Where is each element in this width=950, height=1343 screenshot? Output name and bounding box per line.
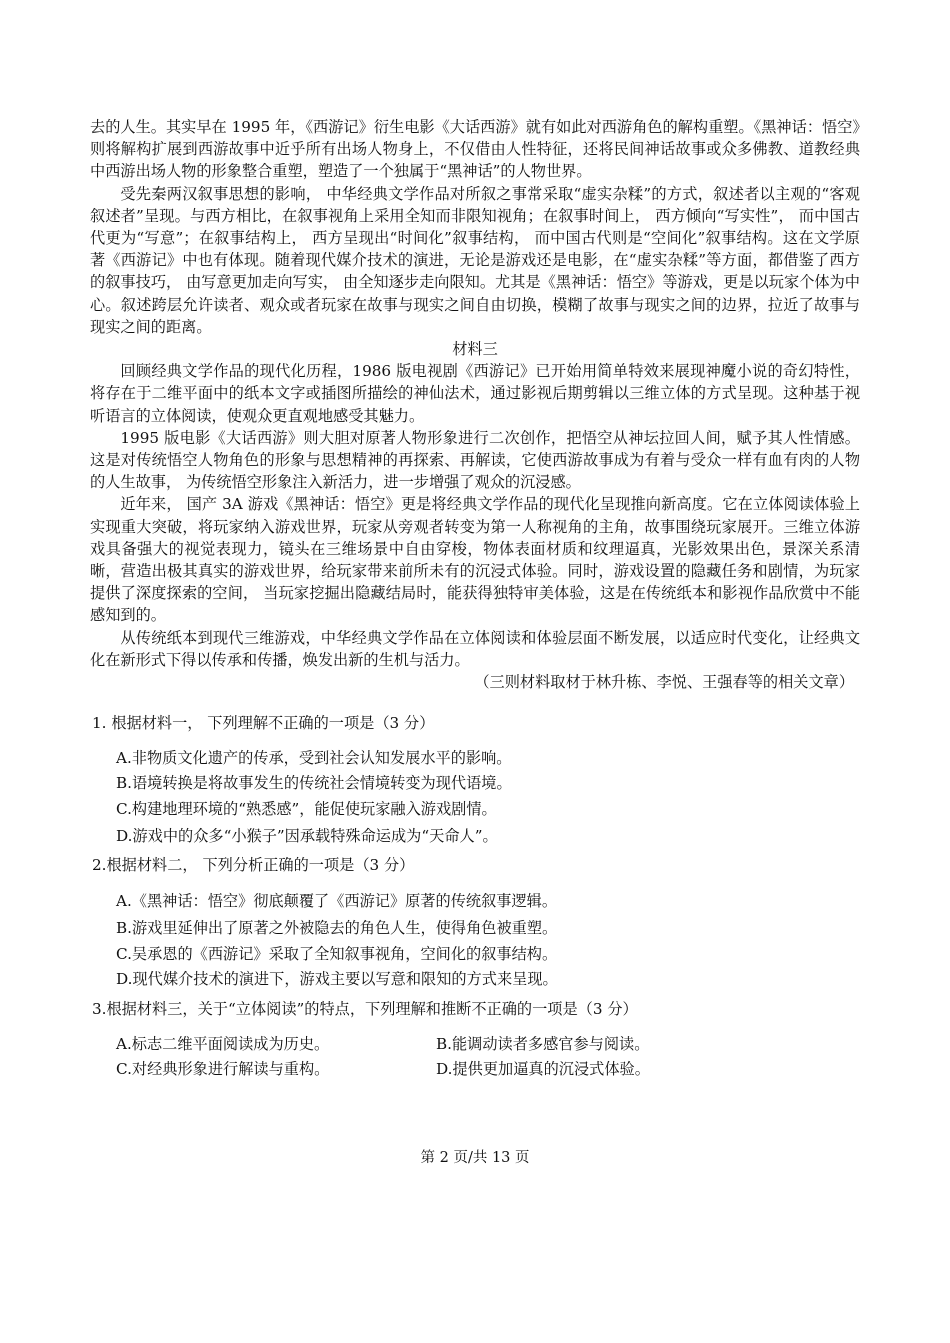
option: A.非物质文化遗产的传承，受到社会认知发展水平的影响。 [116,749,512,767]
option: B.游戏里延伸出了原著之外被隐去的角色人生，使得角色被重塑。 [116,919,558,937]
option: D.提供更加逼真的沉浸式体验。 [436,1060,650,1078]
question-options [116,1032,650,1082]
question-options [116,888,558,992]
option-row [116,1057,650,1082]
option: D.游戏中的众多“小猴子”因承载特殊命运成为“天命人”。 [116,827,498,845]
reading-material [90,116,860,693]
option: A.《黑神话：悟空》彻底颠覆了《西游记》原著的传统叙事逻辑。 [116,892,558,910]
question-stem: 1. 根据材料一， 下列理解不正确的一项是（3 分） [92,714,435,732]
paragraph: 从传统纸本到现代三维游戏，中华经典文学作品在立体阅读和体验层面不断发展，以适应时代变化，让经典文化在新形式下得以传承和传播，焕发出新的生机与活力。 [90,628,860,669]
page-number: 第 2 页/共 13 页 [420,1150,530,1166]
source-note: （三则材料取材于林升栋、李悦、王强春等的相关文章） [474,673,854,692]
paragraph: 1995 版电影《大话西游》则大胆对原著人物形象进行二次创作，把悟空从神坛拉回人间，赋予其人性情感。这是对传统悟空人物角色的形象与思想精神的再探索、再解读，它使西游故事成为有着与受众一样有血有肉的人物的人生故事， 为传统悟空形象注入新活力，进一步增强了观众的沉浸感。 [90,428,860,492]
option: C.对经典形象进行解读与重构。 [116,1060,330,1078]
option: C.吴承恩的《西游记》采取了全知叙事视角，空间化的叙事结构。 [116,945,558,963]
paragraph: 回顾经典文学作品的现代化历程，1986 版电视剧《西游记》已开始用简单特效来展现神魔小说的奇幻特性，将存在于二维平面中的纸本文字或插图所描绘的神仙法术，通过影视后期剪辑以三维立体的方式呈现。这种基于视听语言的立体阅读，使观众更直观地感受其魅力。 [90,362,860,425]
paragraph: 近年来， 国产 3A 游戏《黑神话：悟空》更是将经典文学作品的现代化呈现推向新高度。它在立体阅读体验上实现重大突破，将玩家纳入游戏世界，玩家从旁观者转变为第一人称视角的主角，故事围绕玩家展开。三维立体游戏具备强大的视觉表现力，镜头在三维场景中自由穿梭，物体表面材质和纹理逼真，光影效果出色，景深关系清晰，营造出极其真实的游戏世界，给玩家带来前所未有的沉浸式体验。同时，游戏设置的隐藏任务和剧情，为玩家提供了深度探索的空间， 当玩家挖掘出隐藏结局时，能获得独特审美体验，这是在传统纸本和影视作品欣赏中不能感知到的。 [90,495,860,625]
paragraph: 去的人生。其实早在 1995 年，《西游记》衍生电影《大话西游》就有如此对西游角色的解构重塑。《黑神话：悟空》则将解构扩展到西游故事中近乎所有出场人物身上，不仅借由人性特征，还将民间神话故事或众多佛教、道教经典中西游出场人物的形象整合重塑，塑造了一个独属于“黑神话”的人物世界。 [90,118,860,181]
question-stem: 3.根据材料三，关于“立体阅读”的特点，下列理解和推断不正确的一项是（3 分） [92,1000,638,1018]
section-heading: 材料三 [452,340,498,359]
option: B.能调动读者多感官参与阅读。 [436,1035,650,1053]
question-options [116,746,512,850]
option: A.标志二维平面阅读成为历史。 [116,1035,330,1053]
paragraph: 受先秦两汉叙事思想的影响， 中华经典文学作品对所叙之事常采取“虚实杂糅”的方式，叙述者以主观的“客观叙述者”呈现。与西方相比，在叙事视角上采用全知而非限知视角；在叙事时间上， 西方倾向“写实性”， 而中国古代更为“写意”；在叙事结构上， 西方呈现出“时间化”叙事结构， 而中国古代则是“空间化”叙事结构。这在文学原著《西游记》中也有体现。随着现代媒介技术的演进，无论是游戏还是电影，在“虚实杂糅”等方面，都借鉴了西方的叙事技巧， 由写意更加走向写实， 由全知逐步走向限知。尤其是《黑神话：悟空》等游戏，更是以玩家个体为中心。叙述跨层允许读者、观众或者玩家在故事与现实之间自由切换，模糊了故事与现实之间的边界，拉近了故事与现实之间的距离。 [90,184,860,336]
question-stem: 2.根据材料二， 下列分析正确的一项是（3 分） [92,856,415,874]
option: C.构建地理环境的“熟悉感”，能促使玩家融入游戏剧情。 [116,800,497,818]
option: B.语境转换是将故事发生的传统社会情境转变为现代语境。 [116,774,512,792]
option: D.现代媒介技术的演进下，游戏主要以写意和限知的方式来呈现。 [116,970,558,988]
option-row [116,1032,650,1057]
